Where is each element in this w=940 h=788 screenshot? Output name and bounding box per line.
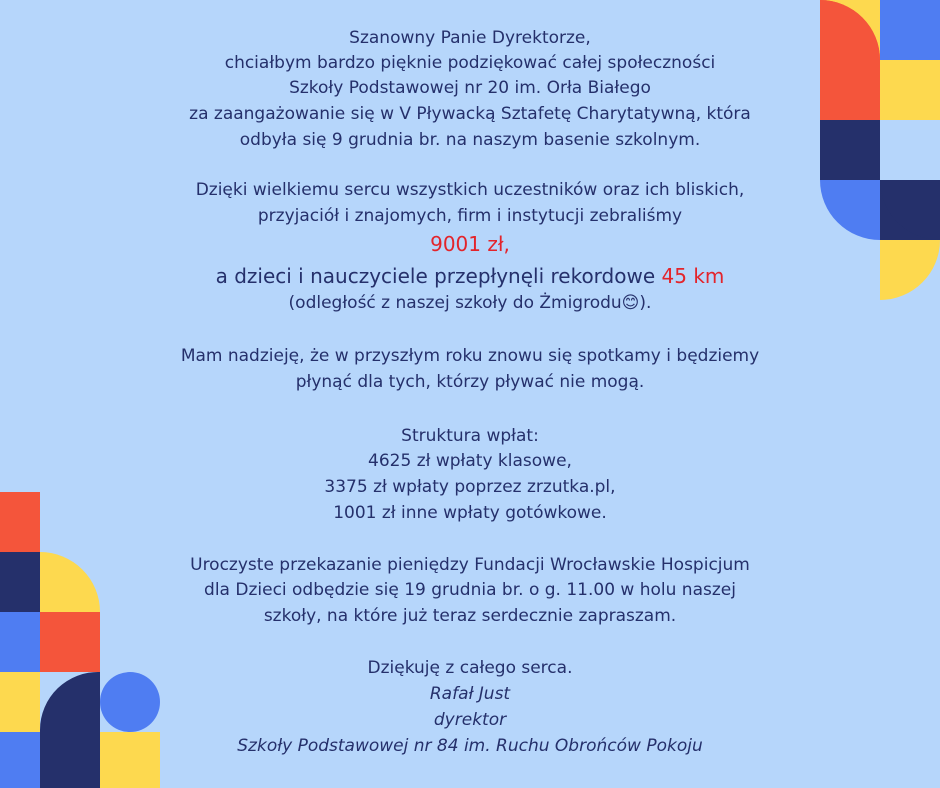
ceremony-line: szkoły, na które już teraz serdecznie zapraszam. xyxy=(263,606,677,626)
thanks-line: chciałbym bardzo pięknie podziękować całej społeczności xyxy=(224,53,716,73)
closing: Dziękuję z całego serca. xyxy=(367,658,573,678)
ceremony-line: dla Dzieci odbędzie się 19 grudnia br. o g. 11.00 w holu naszej xyxy=(204,580,736,600)
hope-line: płynąć dla tych, którzy pływać nie mogą. xyxy=(295,372,645,392)
distance: 45 km xyxy=(661,264,725,288)
hope-line: Mam nadzieję, że w przyszłym roku znowu się spotkamy i będziemy xyxy=(180,346,760,366)
structure-item: 4625 zł wpłaty klasowe, xyxy=(368,451,572,471)
thanks-line: Szkoły Podstawowej nr 20 im. Orła Białego xyxy=(289,78,651,98)
signature-name: Rafał Just xyxy=(429,684,511,704)
swim-line xyxy=(0,262,940,290)
structure-title: Struktura wpłat: xyxy=(401,426,539,446)
ceremony-line: Uroczyste przekazanie pieniędzy Fundacji Wrocławskie Hospicjum xyxy=(190,555,750,575)
amount: 9001 zł, xyxy=(430,232,510,256)
signature-role: dyrektor xyxy=(433,710,507,730)
collect-line: przyjaciół i znajomych, firm i instytucji zebraliśmy xyxy=(257,206,683,226)
structure-item: 1001 zł inne wpłaty gotówkowe. xyxy=(333,503,607,523)
thanks-line: za zaangażowanie się w V Pływacką Sztafetę Charytatywną, która xyxy=(189,104,751,124)
structure-item: 3375 zł wpłaty poprzez zrzutka.pl, xyxy=(324,477,616,497)
distance-note: (odległość z naszej szkoły do Żmigrodu😊). xyxy=(288,293,652,313)
salutation: Szanowny Panie Dyrektorze, xyxy=(349,28,591,48)
collect-line: Dzięki wielkiemu sercu wszystkich uczestników oraz ich bliskich, xyxy=(195,180,745,200)
swim-prefix: a dzieci i nauczyciele przepłynęli rekordowe xyxy=(215,264,662,288)
signature-school: Szkoły Podstawowej nr 84 im. Ruchu Obrońców Pokoju xyxy=(237,736,703,756)
thanks-line: odbyła się 9 grudnia br. na naszym basenie szkolnym. xyxy=(239,130,701,150)
